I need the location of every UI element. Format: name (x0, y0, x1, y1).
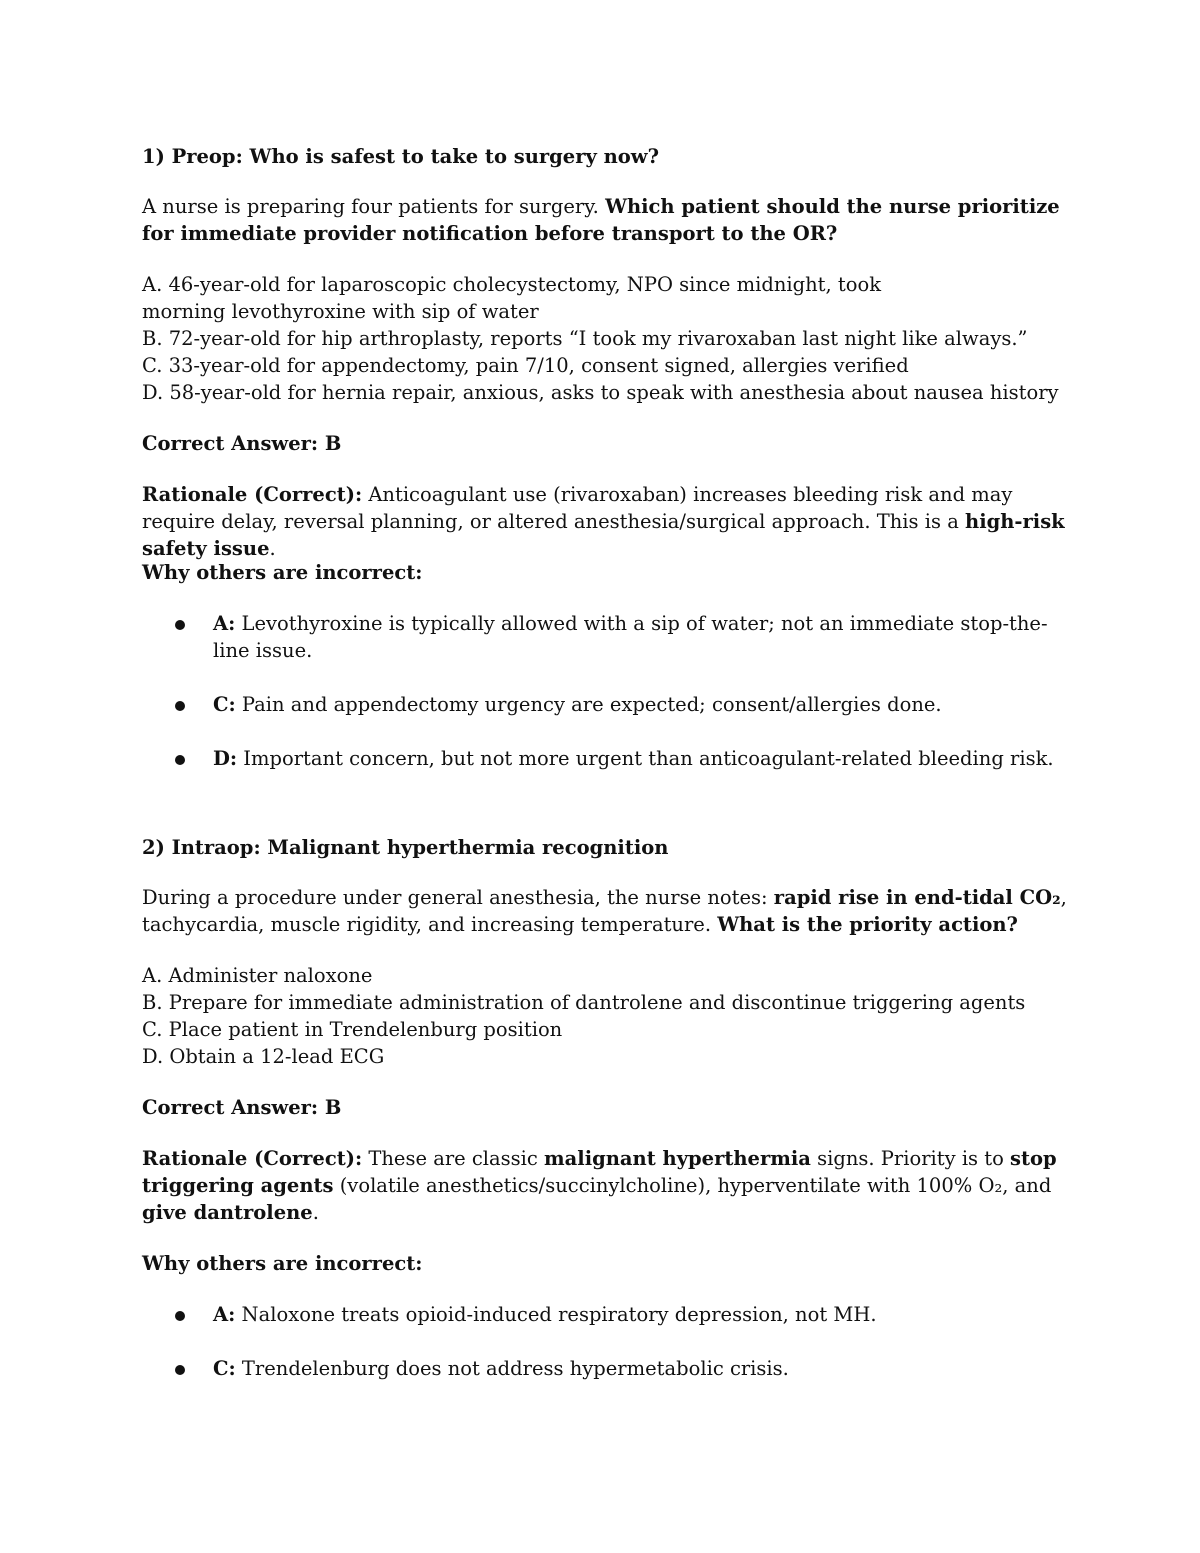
q2-option-b: B. Prepare for immediate administration of dantrolene and discontinue triggering agents (142, 991, 1026, 1014)
question-1-stem (142, 193, 1072, 247)
q2-correct-answer-text: Correct Answer: B (142, 1096, 342, 1119)
q1-why-heading (142, 559, 1072, 586)
q2-why-c-label: C: (213, 1357, 236, 1380)
q2-why-a-text: Naloxone treats opioid-induced respiratory depression, not MH. (235, 1303, 877, 1326)
q1-stem-bold: Which patient should the nurse prioritize for immediate provider notification before transport to the OR? (142, 195, 1060, 245)
q2-stem-plain-2: , tachycardia, muscle rigidity, and increasing temperature. (142, 886, 1067, 936)
q2-rationale-text-4: . (312, 1201, 319, 1224)
question-2-options (142, 962, 1072, 1070)
q1-option-b: B. 72-year-old for hip arthroplasty, reports “I took my rivaroxaban last night like always.” (142, 327, 1028, 350)
bullet-icon (175, 1365, 185, 1375)
q1-correct-answer-text: Correct Answer: B (142, 432, 342, 455)
q1-why-a-text: Levothyroxine is typically allowed with a sip of water; not an immediate stop-the-line issue. (213, 612, 1048, 662)
q1-rationale (142, 481, 1072, 562)
q2-option-a: A. Administer naloxone (142, 964, 373, 987)
question-2-heading (142, 834, 1072, 861)
q2-rationale-bold-1: malignant hyperthermia (544, 1147, 811, 1170)
bullet-icon (175, 620, 185, 630)
q2-heading-text: 2) Intraop: Malignant hyperthermia recognition (142, 836, 669, 859)
q2-why-a-label: A: (213, 1303, 236, 1326)
q1-stem-plain: A nurse is preparing four patients for surgery. (142, 195, 606, 218)
q1-rationale-text-1: Anticoagulant use (rivaroxaban) increases bleeding risk and may require delay, reversal planning, or altered anesthesia/surgical approach. This is a (142, 483, 1013, 533)
q2-rationale-bold-2: stop triggering agents (142, 1147, 1057, 1197)
q1-rationale-label: Rationale (Correct): (142, 483, 363, 506)
q2-rationale-text-2: signs. Priority is to (810, 1147, 1011, 1170)
q1-why-d-label: D: (213, 747, 238, 770)
question-1-heading (142, 143, 1072, 170)
q2-stem-plain-1: During a procedure under general anesthesia, the nurse notes: (142, 886, 774, 909)
question-1-options (142, 271, 1072, 406)
q2-stem-bold-1: rapid rise in end-tidal CO₂ (773, 886, 1061, 909)
q1-rationale-bold-1: high-risk safety issue (142, 510, 1065, 560)
q1-why-d-text: Important concern, but not more urgent than anticoagulant-related bleeding risk. (237, 747, 1054, 770)
q2-why-c-text: Trendelenburg does not address hypermetabolic crisis. (235, 1357, 789, 1380)
q2-option-c: C. Place patient in Trendelenburg position (142, 1018, 563, 1041)
q2-rationale-text-1: These are classic (362, 1147, 545, 1170)
q2-why-heading (142, 1250, 1072, 1277)
q1-option-a: A. 46-year-old for laparoscopic cholecystectomy, NPO since midnight, took morning levothyroxine with sip of water (142, 273, 882, 323)
q1-rationale-text-2: . (269, 537, 276, 560)
q1-why-c-text: Pain and appendectomy urgency are expected; consent/allergies done. (235, 693, 942, 716)
q2-rationale-bold-3: give dantrolene (142, 1201, 313, 1224)
q1-heading-text: 1) Preop: Who is safest to take to surgery now? (142, 145, 659, 168)
q2-option-d: D. Obtain a 12-lead ECG (142, 1045, 385, 1068)
q1-option-c: C. 33-year-old for appendectomy, pain 7/10, consent signed, allergies verified (142, 354, 909, 377)
q2-stem-bold-2: What is the priority action? (717, 913, 1018, 936)
q1-why-heading-text: Why others are incorrect: (142, 561, 423, 584)
q1-correct-answer (142, 430, 1072, 457)
q2-why-heading-text: Why others are incorrect: (142, 1252, 423, 1275)
q2-rationale (142, 1145, 1072, 1226)
bullet-icon (175, 1311, 185, 1321)
q2-rationale-text-3: (volatile anesthetics/succinylcholine), hyperventilate with 100% O₂, and (333, 1174, 1052, 1197)
q1-option-d: D. 58-year-old for hernia repair, anxious, asks to speak with anesthesia about nausea history (142, 381, 1059, 404)
bullet-icon (175, 701, 185, 711)
q2-rationale-label: Rationale (Correct): (142, 1147, 363, 1170)
bullet-icon (175, 755, 185, 765)
question-2-stem (142, 884, 1072, 938)
q2-correct-answer (142, 1094, 1072, 1121)
q1-why-a-label: A: (213, 612, 236, 635)
q1-why-c-label: C: (213, 693, 236, 716)
